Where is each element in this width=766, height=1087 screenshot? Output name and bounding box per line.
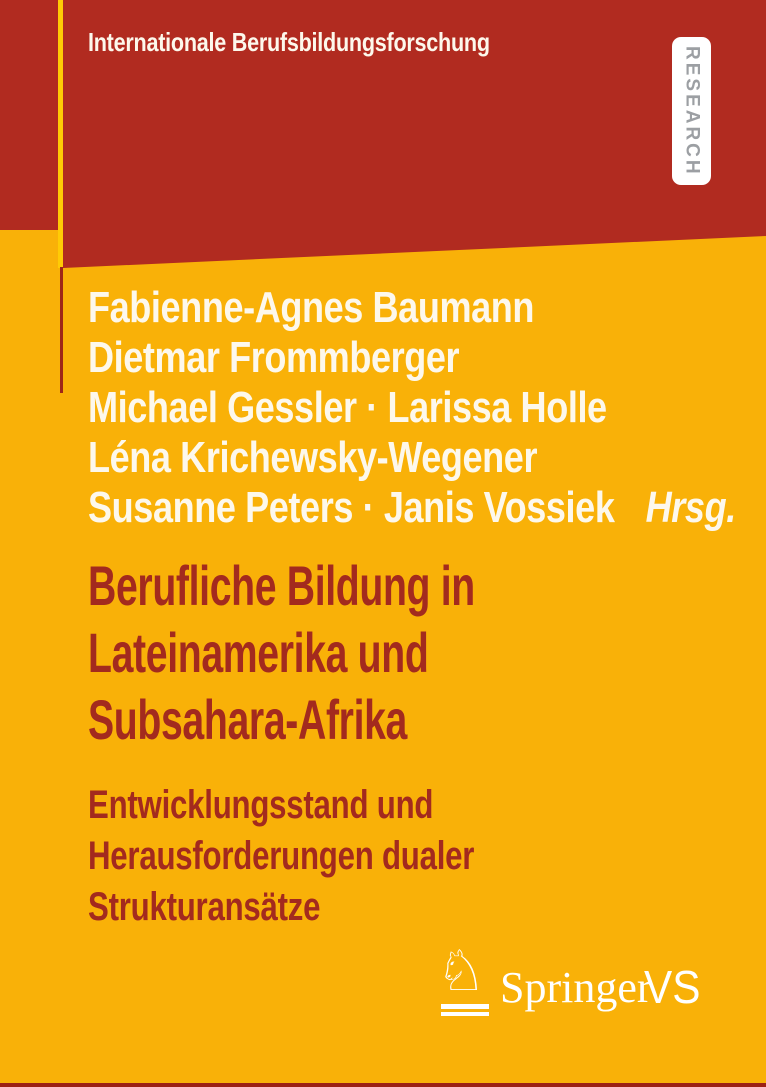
subtitle-line: Herausforderungen dualer: [88, 834, 475, 878]
logo-underline-bar: [441, 1004, 489, 1009]
research-tab: [672, 37, 711, 185]
subtitle-line: Strukturansätze: [88, 885, 321, 929]
author-line: Dietmar Frommberger: [88, 333, 460, 382]
springer-knight-icon: ♘: [436, 939, 487, 1004]
author-line: [88, 483, 736, 533]
author-names: Susanne Peters · Janis Vossiek: [88, 483, 615, 532]
left-divider-dark-segment: [60, 267, 63, 393]
author-line: Michael Gessler · Larissa Holle: [88, 383, 607, 432]
authors-block: [88, 283, 766, 533]
title-line: Subsahara-Afrika: [88, 688, 408, 751]
series-title: Internationale Berufsbildungsforschung: [88, 27, 490, 57]
research-tab-label: RESEARCH: [681, 45, 703, 177]
subtitle-line: Entwicklungsstand und: [88, 783, 434, 827]
bottom-red-bar: [0, 1083, 766, 1087]
editor-suffix: Hrsg.: [645, 483, 736, 532]
title-line: Berufliche Bildung in: [88, 554, 475, 617]
book-title: [88, 552, 641, 753]
top-left-red-block: [0, 0, 58, 230]
logo-underline-bar: [441, 1012, 489, 1016]
title-line: Lateinamerika und: [88, 621, 429, 684]
left-divider-line: [58, 0, 63, 268]
book-subtitle: [88, 780, 583, 933]
publisher-imprint: VS: [644, 961, 701, 1013]
author-line: Fabienne-Agnes Baumann: [88, 283, 535, 332]
publisher-name: Springer: [500, 963, 652, 1012]
author-line: Léna Krichewsky-Wegener: [88, 433, 538, 482]
